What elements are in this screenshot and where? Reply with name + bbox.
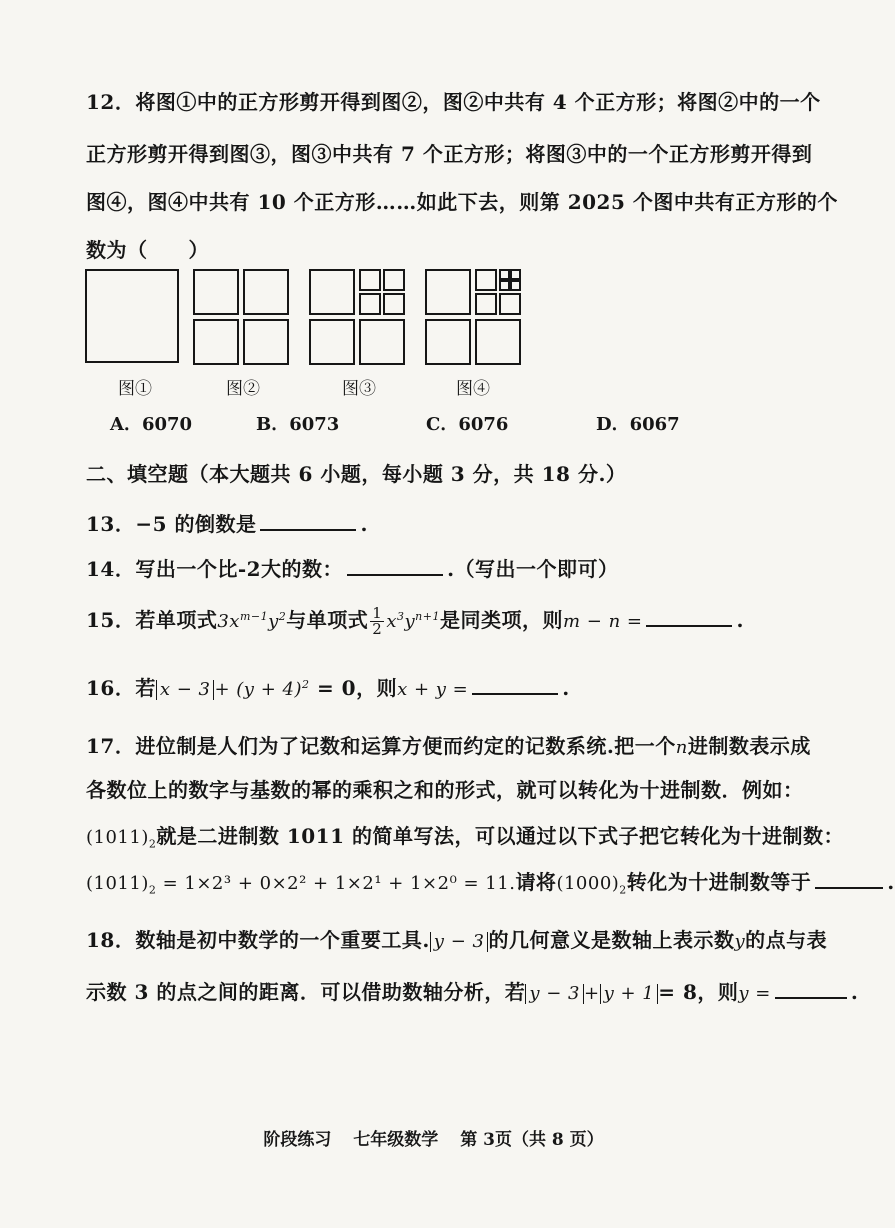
q16-absolute-value: x − 3 — [156, 680, 215, 700]
q18-abs-y-minus-3: y − 3 — [430, 932, 489, 952]
option-c: C．6076 — [426, 414, 509, 435]
q17-line-3: $(1011)_2$就是二进制数 1011 的简单写法，可以通过以下式子把它转化为十进制数： — [86, 824, 844, 851]
q15-suffix: . — [736, 608, 744, 632]
q15-monomial-1: $3x^{m-1}y^2$ — [217, 610, 287, 632]
option-a: A．6070 — [110, 414, 193, 435]
footer-subject: 七年级数学 — [353, 1130, 439, 1150]
q15-text-1: 若单项式 — [135, 608, 218, 632]
q16-answer-blank[interactable] — [472, 673, 558, 695]
section-2-title: 二、填空题（本大题共 6 小题，每小题 3 分，共 18 分.） — [86, 462, 627, 486]
q14-text: 写出一个比-2大的数： — [135, 557, 344, 581]
q16 — [86, 672, 570, 701]
q18-y: y — [734, 931, 746, 952]
q15-fraction: $\frac{1}{2}$ — [372, 604, 383, 638]
q13 — [86, 508, 368, 537]
q12-line-3: 图④，图④中共有 10 个正方形……如此下去，则第 2025 个图中共有正方形的个 — [86, 190, 838, 214]
q13-answer-blank[interactable] — [260, 509, 356, 531]
fig1-square — [86, 270, 178, 362]
q13-suffix: . — [360, 512, 368, 536]
q16-suffix: . — [562, 676, 570, 700]
q17-binary-1000: $(1000)_2$ — [556, 873, 627, 897]
fig3-squares — [310, 270, 404, 364]
q16-expression: x + y = — [397, 679, 469, 700]
q15-expression: m − n = — [562, 611, 643, 632]
q18-expression: y = — [738, 983, 771, 1004]
q15-number: 15． — [86, 608, 136, 632]
footer-stage: 阶段练习 — [263, 1130, 332, 1150]
q12-line-4: 数为（ ） — [86, 238, 209, 262]
q15-monomial-2: $x^3y^{n+1}$ — [386, 610, 440, 632]
q15 — [86, 604, 744, 637]
q17-n: n — [675, 737, 688, 758]
fig4-label: 图④ — [456, 379, 490, 399]
q16-number: 16． — [86, 676, 136, 700]
q12-line-1: 12．将图①中的正方形剪开得到图②，图②中共有 4 个正方形；将图②中的一个 — [86, 90, 821, 114]
q16-equals: = 0，则 — [316, 676, 398, 700]
fig2-squares — [194, 270, 288, 364]
q13-number: 13． — [86, 512, 136, 536]
q12-line-2: 正方形剪开得到图③，图③中共有 7 个正方形；将图③中的一个正方形剪开得到 — [86, 142, 813, 166]
q17-line-4: $(1011)_2 = 1\times 2^3 + 0\times 2^2 + 1\times 2^1 + 1\times 2^0 = 11$.请将$(1000)_2$转化为十进制数等于 . — [86, 866, 895, 897]
option-b: B．6073 — [256, 414, 340, 435]
q14-suffix: .（写出一个即可） — [447, 557, 619, 581]
fig1-label: 图① — [118, 379, 152, 399]
q17-conversion-example: $(1011)_2 = 1\times 2^3 + 0\times 2^2 + 1\times 2^1 + 1\times 2^0 = 11$. — [86, 873, 516, 897]
q17-line-1: 17．进位制是人们为了记数和运算方便而约定的记数系统.把一个n进制数表示成 — [86, 734, 811, 758]
q13-text: −5 的倒数是 — [135, 512, 257, 536]
fig3-label: 图③ — [342, 379, 376, 399]
q18-answer-blank[interactable] — [775, 977, 847, 999]
q18-line-1: 18．数轴是初中数学的一个重要工具. y − 3 的几何意义是数轴上表示数y的点与表 — [86, 928, 828, 952]
q18-abs-y-plus-1: y + 1 — [600, 984, 659, 1004]
q17-binary-1011: $(1011)_2$ — [86, 827, 157, 851]
option-d: D．6067 — [596, 414, 680, 435]
fig4-squares — [426, 270, 520, 364]
fig2-label: 图② — [226, 379, 260, 399]
q14 — [86, 553, 619, 582]
q14-answer-blank[interactable] — [347, 554, 443, 576]
q16-square-term: + $(y + 4)^2$ — [214, 678, 310, 700]
q18-line-2: 示数 3 的点之间的距离．可以借助数轴分析，若 y − 3 + y + 1 = 8，则y = . — [86, 976, 858, 1005]
q12-figures — [80, 264, 530, 370]
q15-text-3: 是同类项，则 — [439, 608, 563, 632]
q15-text-2: 与单项式 — [286, 608, 369, 632]
q16-text-1: 若 — [135, 676, 156, 700]
footer-page-number: 第 3页（共 8 页） — [460, 1130, 604, 1150]
q14-number: 14． — [86, 557, 136, 581]
page-footer — [0, 1125, 867, 1150]
q17-line-2: 各数位上的数字与基数的幂的乘积之和的形式，就可以转化为十进制数．例如： — [86, 778, 804, 802]
q17-answer-blank[interactable] — [815, 867, 883, 889]
q15-answer-blank[interactable] — [646, 605, 732, 627]
q18-abs-y-minus-3-b: y − 3 — [525, 984, 584, 1004]
